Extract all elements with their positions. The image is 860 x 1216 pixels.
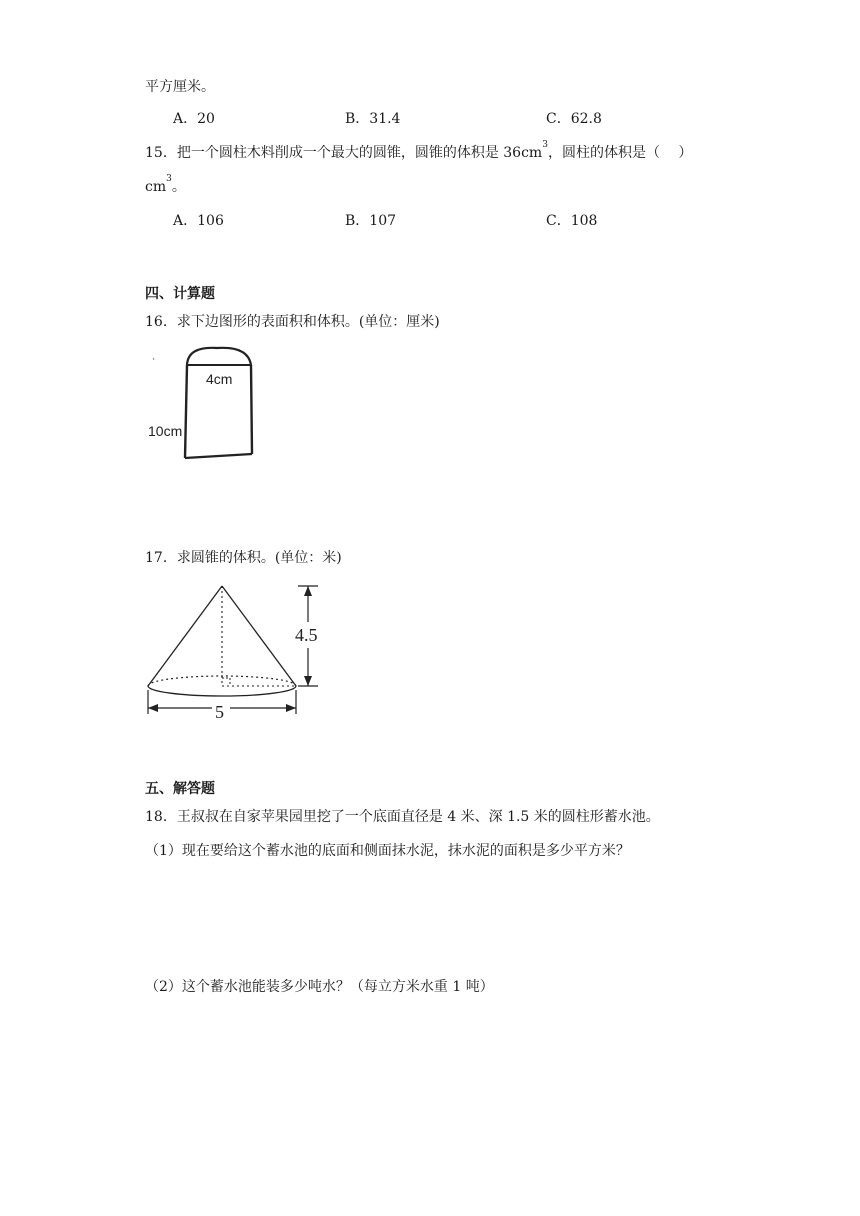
cone-left-slant xyxy=(148,586,222,686)
q15-option-c xyxy=(546,210,597,230)
option-value: 31.4 xyxy=(369,111,401,127)
question-body: 把一个圆柱木料削成一个最大的圆锥，圆锥的体积是 36cm xyxy=(176,145,543,161)
q14-option-c xyxy=(546,108,602,128)
section-5-heading: 五、解答题 xyxy=(145,781,215,797)
question-number: 15． xyxy=(145,145,177,161)
q15-option-a xyxy=(173,210,224,230)
option-letter: B． xyxy=(345,111,370,127)
arrow-down-icon xyxy=(304,676,312,686)
unit-end: 。 xyxy=(171,179,186,195)
q14-continuation-text: 平方厘米。 xyxy=(145,79,215,95)
section-4-heading: 四、计算题 xyxy=(145,286,215,302)
q17-question-text: 17．求圆锥的体积。(单位：米) xyxy=(145,550,342,566)
cylinder-right-edge xyxy=(251,365,252,454)
option-value: 20 xyxy=(197,111,215,127)
q16-height-label: 10cm xyxy=(148,423,183,439)
cylinder-bottom-edge xyxy=(185,454,252,458)
q14-option-a xyxy=(173,108,215,128)
option-value: 107 xyxy=(369,213,397,229)
q15-question-text xyxy=(145,142,692,162)
option-value: 108 xyxy=(570,213,598,229)
q18-part-2: （2）这个蓄水池能装多少吨水？（每立方米水重 1 吨） xyxy=(145,979,494,995)
q17-cone-figure xyxy=(140,578,340,720)
scan-mark xyxy=(153,358,154,360)
q16-question-text: 16．求下边图形的表面积和体积。(单位：厘米) xyxy=(145,314,440,330)
superscript: 3 xyxy=(542,140,548,151)
q15-question-unit xyxy=(145,176,186,196)
cone-right-slant xyxy=(222,586,296,686)
question-body-cont: ，圆柱的体积是（ ） xyxy=(547,145,693,161)
option-value: 106 xyxy=(197,213,224,229)
q15-option-b xyxy=(345,210,396,230)
cylinder-top-arc xyxy=(187,348,251,365)
option-letter: C． xyxy=(546,213,571,229)
q16-cylinder-figure xyxy=(140,340,270,470)
q18-part-1: （1）现在要给这个蓄水池的底面和侧面抹水泥，抹水泥的面积是多少平方米？ xyxy=(145,843,630,859)
arrow-left-icon xyxy=(148,704,158,712)
option-letter: C． xyxy=(546,111,571,127)
q17-height-label: 4.5 xyxy=(295,625,318,645)
option-letter: A． xyxy=(173,111,198,127)
q14-option-b xyxy=(345,108,400,128)
q18-question-text: 18．王叔叔在自家苹果园里挖了一个底面直径是 4 米、深 1.5 米的圆柱形蓄水池。 xyxy=(145,809,660,825)
unit-text: cm xyxy=(145,179,167,195)
cylinder-left-edge xyxy=(185,365,187,458)
arrow-right-icon xyxy=(286,704,296,712)
option-letter: A． xyxy=(173,213,198,229)
arrow-up-icon xyxy=(304,586,312,596)
option-letter: B． xyxy=(345,213,370,229)
superscript: 3 xyxy=(166,174,172,185)
q17-diameter-label: 5 xyxy=(215,702,224,720)
option-value: 62.8 xyxy=(570,111,602,127)
cone-base-front xyxy=(148,686,296,696)
q16-diameter-label: 4cm xyxy=(206,371,233,387)
